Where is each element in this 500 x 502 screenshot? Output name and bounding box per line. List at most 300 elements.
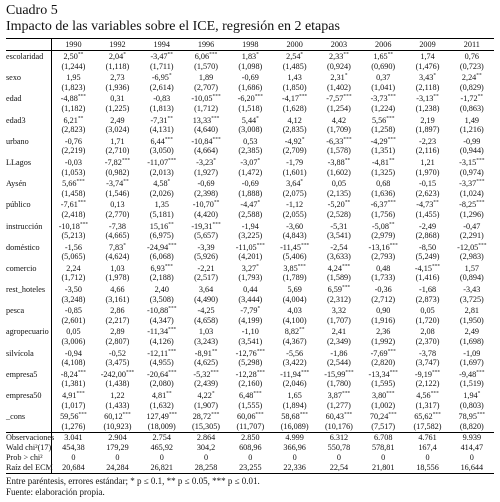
variable-label-spacer bbox=[6, 337, 51, 348]
coef-cell: -4,17*** bbox=[281, 93, 308, 104]
variable-label: rest_hoteles bbox=[6, 284, 51, 295]
coef-cell: 0,31 bbox=[110, 94, 125, 104]
se-cell: (4,658) bbox=[194, 315, 218, 325]
coef-cell: -0,94 bbox=[64, 348, 82, 358]
stat-cell: 454,38 bbox=[62, 443, 85, 453]
coef-cell: 3,32 bbox=[331, 306, 347, 316]
coef-cell: -1,68 bbox=[418, 285, 437, 295]
se-cell: (1,709) bbox=[326, 125, 351, 135]
se-cell: (2,983) bbox=[459, 252, 484, 262]
year-header: 1996 bbox=[184, 39, 228, 51]
se-cell: (0,829) bbox=[459, 82, 484, 92]
coef-cell: 0,68 bbox=[376, 179, 391, 189]
se-cell: (1,601) bbox=[282, 167, 307, 177]
se-cell: (0,924) bbox=[326, 61, 351, 71]
se-cell: (1,733) bbox=[371, 273, 396, 283]
stat-cell: 28,258 bbox=[184, 463, 228, 474]
se-cell: (4,126) bbox=[149, 337, 174, 347]
stat-cell: 578,81 bbox=[371, 443, 395, 453]
se-cell: (2,710) bbox=[105, 146, 130, 156]
coef-cell: -9,19*** bbox=[414, 369, 441, 379]
coef-cell: -0,69 bbox=[241, 179, 259, 189]
se-cell: (0,894) bbox=[459, 273, 484, 283]
variable-label-spacer bbox=[6, 62, 51, 73]
se-cell: (2,135) bbox=[326, 188, 351, 198]
se-cell: (2,793) bbox=[371, 252, 396, 262]
coef-cell: -12,28*** bbox=[235, 369, 266, 379]
coef-cell: -3,39 bbox=[197, 242, 215, 252]
variable-label-spacer bbox=[6, 273, 51, 284]
se-cell: (2,873) bbox=[415, 294, 440, 304]
variable-label-spacer bbox=[6, 379, 51, 390]
stat-cell: 2.754 bbox=[140, 433, 184, 444]
stat-cell: 0 bbox=[115, 453, 120, 463]
coef-cell: 1,03 bbox=[110, 263, 125, 273]
se-cell: (4,625) bbox=[194, 358, 218, 368]
coef-cell: 4,03 bbox=[287, 306, 302, 316]
se-cell: (2,712) bbox=[371, 294, 396, 304]
coef-cell: 1,89 bbox=[198, 73, 214, 83]
coef-cell: -1,10 bbox=[241, 327, 259, 337]
se-cell: (2,046) bbox=[282, 379, 307, 389]
coef-cell: 0,05 bbox=[331, 179, 347, 189]
coef-row bbox=[6, 284, 494, 295]
se-row bbox=[6, 422, 494, 433]
coef-cell: -10,70** bbox=[192, 199, 220, 210]
coef-cell: 127,49*** bbox=[146, 411, 178, 422]
coef-cell: 1,65** bbox=[373, 51, 394, 61]
se-cell: (10,923) bbox=[103, 421, 132, 431]
year-header: 1990 bbox=[51, 39, 95, 51]
se-cell: (0,690) bbox=[371, 61, 396, 71]
se-cell: (1,897) bbox=[415, 125, 440, 135]
stat-cell: 2.850 bbox=[228, 433, 272, 444]
se-cell: (1,519) bbox=[459, 379, 484, 389]
coef-cell: -10,88*** bbox=[147, 305, 177, 316]
se-cell: (1,296) bbox=[459, 209, 484, 219]
coef-cell: 1,74 bbox=[420, 52, 435, 61]
se-cell: (1,317) bbox=[415, 400, 440, 410]
coef-cell: 4,91*** bbox=[62, 390, 85, 400]
se-cell: (4,955) bbox=[149, 358, 174, 368]
coef-cell: -4,29*** bbox=[370, 136, 396, 146]
se-cell: (1,476) bbox=[415, 61, 440, 71]
se-cell: (3,541) bbox=[326, 231, 351, 241]
stat-cell: 0 bbox=[159, 453, 164, 463]
se-cell: (4,640) bbox=[194, 125, 218, 135]
se-cell: (2,820) bbox=[371, 358, 396, 368]
se-cell: (1,686) bbox=[238, 82, 263, 92]
coef-cell: -6,20*** bbox=[237, 93, 263, 104]
se-cell: (2,823) bbox=[61, 125, 86, 135]
variable-label: sexo bbox=[6, 72, 51, 83]
se-cell: (11,707) bbox=[236, 421, 265, 431]
variable-label: Aysén bbox=[6, 178, 51, 189]
coef-cell: -0,76 bbox=[64, 136, 82, 146]
se-cell: (2,217) bbox=[105, 315, 130, 325]
se-cell: (2,979) bbox=[371, 231, 396, 241]
se-cell: (1,589) bbox=[326, 273, 351, 283]
stat-cell: 4.999 bbox=[272, 433, 316, 444]
se-cell: (3,008) bbox=[238, 125, 263, 135]
se-row bbox=[6, 168, 494, 179]
se-cell: (1,254) bbox=[326, 103, 351, 113]
se-cell: (2,709) bbox=[282, 146, 307, 156]
se-cell: (2,835) bbox=[282, 125, 307, 135]
stat-cell: 22,336 bbox=[272, 463, 316, 474]
coef-cell: -11,94*** bbox=[280, 369, 310, 379]
se-cell: (4,420) bbox=[194, 209, 218, 219]
se-cell: (2,116) bbox=[415, 146, 440, 156]
coef-cell: -7,69*** bbox=[370, 347, 396, 358]
se-cell: (1,041) bbox=[371, 82, 396, 92]
se-cell: (3,747) bbox=[415, 358, 440, 368]
stat-cell: 4.761 bbox=[405, 433, 449, 444]
se-cell: (1,518) bbox=[238, 103, 263, 113]
coef-cell: -3,78 bbox=[418, 348, 437, 358]
se-cell: (1,017) bbox=[61, 400, 86, 410]
coef-cell: -15,99*** bbox=[324, 369, 354, 379]
coef-cell: 2,40 bbox=[154, 285, 169, 295]
variable-label-spacer bbox=[6, 83, 51, 94]
se-cell: (0,863) bbox=[459, 103, 484, 113]
coef-cell: -1,56 bbox=[64, 242, 82, 252]
year-header: 2003 bbox=[317, 39, 361, 51]
stat-cell: 414,47 bbox=[460, 443, 484, 453]
coef-cell: 0,53 bbox=[243, 136, 258, 146]
variable-label-spacer bbox=[6, 146, 51, 157]
coef-cell: 3,64* bbox=[286, 178, 304, 189]
se-row bbox=[6, 337, 494, 348]
se-cell: (1,438) bbox=[105, 379, 130, 389]
se-cell: (1,712) bbox=[61, 273, 86, 283]
stat-cell: 24,284 bbox=[95, 463, 139, 474]
coef-cell: -12,11*** bbox=[147, 347, 177, 358]
se-cell: (2,528) bbox=[326, 209, 351, 219]
se-row bbox=[6, 273, 494, 284]
coef-row bbox=[6, 72, 494, 83]
coef-cell: 2,08 bbox=[420, 327, 435, 337]
coef-cell: 2,73 bbox=[110, 73, 125, 83]
coef-row bbox=[6, 221, 494, 232]
se-cell: (3,248) bbox=[61, 294, 86, 304]
variable-label: agropecuario bbox=[6, 326, 51, 337]
se-cell: (4,347) bbox=[149, 315, 174, 325]
se-cell: (2,370) bbox=[415, 337, 440, 347]
se-cell: (3,725) bbox=[459, 294, 484, 304]
coef-cell: 5,56*** bbox=[371, 114, 395, 125]
variable-label: instrucción bbox=[6, 221, 51, 232]
se-cell: (3,050) bbox=[149, 146, 174, 156]
se-cell: (1,970) bbox=[415, 167, 440, 177]
se-cell: (3,024) bbox=[105, 125, 130, 135]
stat-label: Wald chi²(17) bbox=[6, 443, 52, 453]
se-cell: (6,068) bbox=[149, 252, 174, 262]
coef-cell: 2,49 bbox=[110, 115, 125, 125]
coef-cell: -4,92* bbox=[284, 136, 305, 146]
se-row bbox=[6, 125, 494, 136]
coef-cell: 3,87*** bbox=[327, 390, 351, 400]
se-cell: (2,160) bbox=[238, 379, 263, 389]
se-cell: (2,418) bbox=[61, 209, 86, 219]
se-cell: (1,756) bbox=[371, 209, 396, 219]
coef-cell: -11,07*** bbox=[147, 157, 177, 167]
coef-cell: -3,07* bbox=[240, 157, 261, 167]
se-cell: (5,065) bbox=[61, 252, 86, 262]
coef-cell: -5,31 bbox=[330, 221, 348, 231]
se-cell: (1,813) bbox=[149, 103, 174, 113]
coef-cell: 6,59*** bbox=[327, 284, 351, 295]
coef-row bbox=[6, 411, 494, 422]
se-row bbox=[6, 210, 494, 221]
se-cell: (1,381) bbox=[61, 379, 86, 389]
se-row bbox=[6, 316, 494, 327]
year-header: 2000 bbox=[272, 39, 316, 51]
se-cell: (1,325) bbox=[371, 167, 396, 177]
coef-cell: 4,66 bbox=[110, 285, 125, 295]
se-row bbox=[6, 189, 494, 200]
se-cell: (1,224) bbox=[371, 103, 396, 113]
se-cell: (2,707) bbox=[194, 82, 218, 92]
coef-cell: 6,93*** bbox=[150, 263, 174, 273]
se-cell: (1,780) bbox=[326, 379, 351, 389]
stat-cell: 0 bbox=[425, 453, 430, 463]
se-cell: (4,201) bbox=[238, 252, 263, 262]
se-cell: (1,936) bbox=[105, 82, 130, 92]
coef-cell: -7,31** bbox=[150, 114, 174, 125]
coef-cell: 2,50** bbox=[63, 51, 84, 61]
coef-cell: -0,36 bbox=[374, 285, 392, 295]
se-cell: (1,907) bbox=[194, 400, 218, 410]
coef-cell: 2,04* bbox=[108, 51, 126, 61]
table-body bbox=[6, 51, 494, 474]
stat-row bbox=[6, 453, 494, 463]
se-row bbox=[6, 252, 494, 263]
se-cell: (1,118) bbox=[105, 61, 130, 71]
coef-row bbox=[6, 136, 494, 147]
variable-label: urbano bbox=[6, 136, 51, 147]
se-cell: (6,975) bbox=[149, 231, 174, 241]
coef-cell: -3,47** bbox=[150, 51, 174, 61]
coef-cell: 2,41 bbox=[331, 327, 347, 337]
variable-label-spacer bbox=[6, 189, 51, 200]
stat-cell: 16,644 bbox=[450, 463, 494, 474]
se-cell: (1,098) bbox=[238, 61, 263, 71]
coef-cell: -3,37*** bbox=[459, 178, 485, 189]
coef-cell: 0,76 bbox=[464, 52, 479, 61]
se-cell: (5,181) bbox=[149, 209, 174, 219]
coef-cell: -4,88*** bbox=[60, 93, 87, 104]
se-cell: (1,053) bbox=[61, 167, 86, 177]
coef-cell: 1,03 bbox=[198, 327, 214, 337]
se-row bbox=[6, 83, 494, 94]
coef-cell: -10,84*** bbox=[191, 136, 221, 146]
coef-row bbox=[6, 326, 494, 337]
coef-cell: 2,24 bbox=[66, 263, 81, 273]
coef-cell: 15,16** bbox=[149, 220, 174, 231]
se-cell: (2,349) bbox=[326, 337, 351, 347]
se-cell: (2,026) bbox=[149, 188, 174, 198]
coef-cell: 60,12*** bbox=[104, 411, 131, 422]
se-cell: (2,868) bbox=[415, 231, 440, 241]
stat-row bbox=[6, 443, 494, 453]
coef-row bbox=[6, 51, 494, 62]
se-cell: (1,555) bbox=[238, 400, 263, 410]
coef-cell: -7,82*** bbox=[104, 157, 131, 167]
coef-cell: 6,21** bbox=[63, 114, 84, 125]
se-cell: (2,517) bbox=[194, 273, 218, 283]
variable-label-spacer bbox=[6, 231, 51, 242]
coef-cell: -2,21 bbox=[197, 263, 215, 273]
se-cell: (1,258) bbox=[371, 125, 396, 135]
se-cell: (4,665) bbox=[105, 231, 130, 241]
coef-cell: 1,22 bbox=[110, 391, 125, 400]
se-cell: (3,422) bbox=[282, 358, 307, 368]
coef-cell: 7,83* bbox=[108, 241, 126, 252]
coef-cell: -3,73*** bbox=[370, 93, 396, 104]
stat-cell: 167,4 bbox=[418, 443, 437, 453]
coef-cell: -1,09 bbox=[463, 348, 481, 358]
coef-cell: 3,85*** bbox=[283, 263, 306, 273]
variable-label-spacer bbox=[6, 104, 51, 115]
coef-cell: 78,95*** bbox=[458, 411, 486, 422]
coef-cell: -0,99 bbox=[463, 136, 481, 146]
se-cell: (1,595) bbox=[371, 379, 396, 389]
coef-cell: 1,71 bbox=[110, 136, 125, 146]
coef-cell: -5,56 bbox=[286, 348, 304, 358]
se-cell: (1,277) bbox=[326, 400, 351, 410]
stat-cell: 304,2 bbox=[196, 443, 216, 453]
se-row bbox=[6, 379, 494, 390]
se-cell: (2,188) bbox=[149, 273, 174, 283]
coef-cell: -24,94*** bbox=[147, 241, 177, 252]
se-cell: (1,570) bbox=[194, 61, 218, 71]
coef-cell: -0,69 bbox=[241, 73, 259, 83]
coef-cell: -19,31*** bbox=[191, 220, 221, 231]
coef-row bbox=[6, 115, 494, 126]
se-cell: (1,992) bbox=[371, 337, 396, 347]
stat-cell: 22,54 bbox=[317, 463, 361, 474]
stat-cell: 18,556 bbox=[405, 463, 449, 474]
variable-label-spacer bbox=[6, 422, 51, 433]
coef-cell: 2,89 bbox=[110, 327, 125, 337]
table-notes bbox=[6, 476, 496, 498]
se-cell: (1,433) bbox=[105, 400, 130, 410]
coef-cell: 1,65 bbox=[287, 391, 302, 400]
coef-cell: 1,94* bbox=[463, 390, 481, 400]
se-cell: (2,122) bbox=[415, 379, 440, 389]
variable-label: público bbox=[6, 199, 51, 210]
se-row bbox=[6, 295, 494, 306]
se-cell: (2,588) bbox=[238, 209, 263, 219]
se-cell: (1,632) bbox=[149, 400, 174, 410]
stat-label: Observaciones bbox=[6, 433, 55, 443]
coef-cell: 6,06*** bbox=[194, 51, 218, 61]
stat-cell: 0 bbox=[292, 453, 297, 463]
coef-cell: -8,24*** bbox=[60, 369, 87, 379]
coef-cell: 4,81** bbox=[151, 390, 172, 400]
se-cell: (4,131) bbox=[149, 125, 174, 135]
coef-row bbox=[6, 305, 494, 316]
coef-cell: 1,43 bbox=[287, 73, 302, 83]
stat-cell: 6.312 bbox=[317, 433, 361, 444]
se-cell: (4,108) bbox=[61, 358, 86, 368]
se-cell: (1,351) bbox=[371, 146, 396, 156]
coef-cell: 1,49 bbox=[464, 115, 479, 125]
coef-cell: -0,85 bbox=[64, 306, 82, 316]
se-cell: (1,950) bbox=[459, 315, 484, 325]
se-cell: (1,578) bbox=[326, 146, 351, 156]
se-cell: (1,024) bbox=[459, 188, 484, 198]
se-cell: (1,978) bbox=[105, 273, 130, 283]
coef-cell: 5,44* bbox=[241, 114, 259, 125]
se-cell: (1,602) bbox=[326, 167, 351, 177]
coef-cell: -2,54 bbox=[330, 242, 348, 252]
coef-cell: -4,15*** bbox=[414, 263, 441, 273]
se-cell: (0,944) bbox=[459, 146, 484, 156]
se-row bbox=[6, 104, 494, 115]
coef-cell: -13,34*** bbox=[368, 369, 398, 379]
se-row bbox=[6, 358, 494, 369]
coef-cell: 2,19 bbox=[420, 115, 435, 125]
coef-cell: 0,90 bbox=[376, 306, 391, 316]
se-cell: (4,004) bbox=[282, 294, 307, 304]
coef-cell: -3,43 bbox=[463, 285, 481, 295]
variable-label-spacer bbox=[6, 295, 51, 306]
coef-cell: 0,05 bbox=[66, 327, 81, 337]
se-cell: (18,009) bbox=[147, 421, 176, 431]
coef-cell: -1,94 bbox=[241, 221, 259, 231]
stat-cell: 20,684 bbox=[51, 463, 95, 474]
se-cell: (2,398) bbox=[194, 188, 218, 198]
coef-cell: 1,35 bbox=[154, 200, 169, 210]
coef-cell: 58,68*** bbox=[281, 411, 308, 422]
coef-cell: 70,24*** bbox=[369, 411, 397, 422]
coef-cell: 4,12 bbox=[287, 115, 302, 125]
se-cell: (2,544) bbox=[326, 358, 351, 368]
table-subtitle: Impacto de las variables sobre el ICE, regresión en 2 etapas bbox=[6, 19, 340, 34]
stat-cell: 550,78 bbox=[327, 443, 351, 453]
coef-cell: -3,23* bbox=[196, 157, 216, 167]
se-cell: (2,601) bbox=[61, 315, 86, 325]
coef-cell: 4,24*** bbox=[327, 263, 351, 273]
stat-cell: 2.864 bbox=[184, 433, 228, 444]
se-cell: (1,472) bbox=[238, 167, 263, 177]
coef-cell: -5,08** bbox=[371, 220, 395, 231]
variable-label-spacer bbox=[6, 125, 51, 136]
note-significance: Entre paréntesis, errores estándar; * p ≤ 0.1, ** p ≤ 0.05, *** p ≤ 0.01. bbox=[6, 476, 260, 487]
coef-cell: 5,69 bbox=[287, 285, 302, 295]
se-cell: (1,238) bbox=[415, 103, 440, 113]
coef-cell: 6,48*** bbox=[239, 390, 262, 400]
coef-cell: 2,33** bbox=[329, 51, 349, 61]
coef-row bbox=[6, 199, 494, 210]
se-cell: (2,013) bbox=[149, 167, 174, 177]
coef-cell: -13,16*** bbox=[368, 241, 398, 252]
coef-cell: -242,00*** bbox=[100, 369, 135, 379]
se-row bbox=[6, 231, 494, 242]
coef-row bbox=[6, 178, 494, 189]
variable-label: comercio bbox=[6, 263, 51, 274]
stat-cell: 26,821 bbox=[140, 463, 184, 474]
stat-cell: 0 bbox=[469, 453, 474, 463]
coef-cell: -2,49 bbox=[418, 221, 437, 231]
se-cell: (3,243) bbox=[194, 337, 218, 347]
stat-cell: 9.939 bbox=[450, 433, 494, 444]
stat-row bbox=[6, 463, 494, 474]
coef-cell: 59,56*** bbox=[60, 411, 87, 422]
coef-cell: 0,13 bbox=[110, 200, 125, 210]
